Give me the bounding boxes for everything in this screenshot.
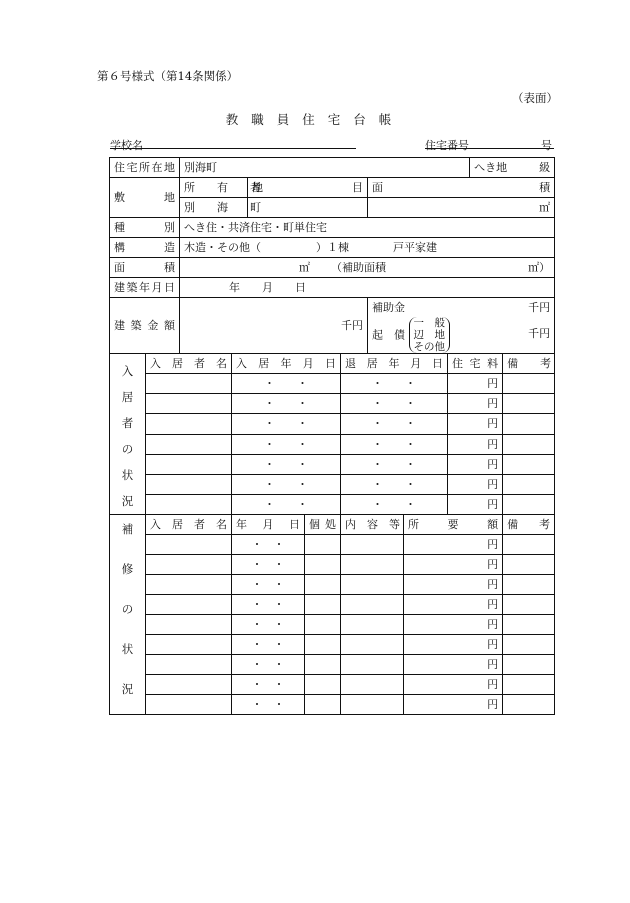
- remote-label: へき地: [474, 161, 508, 174]
- housing-ledger-table: [109, 157, 555, 715]
- residency-row: [110, 434, 555, 454]
- repair-cost: 円: [404, 635, 503, 655]
- repair-row: [110, 695, 555, 715]
- built-date-value: [180, 278, 555, 298]
- residency-header-row: [110, 354, 555, 374]
- bond-option-other: その他: [413, 341, 445, 353]
- residency-row: [110, 474, 555, 494]
- repair-row: [110, 535, 555, 555]
- residency-move-in-date: ・ ・: [232, 414, 341, 434]
- site-row-1: [110, 178, 555, 198]
- residency-side-char: 居: [121, 390, 134, 404]
- repair-row: [110, 615, 555, 635]
- residency-move-in-date: ・ ・: [232, 454, 341, 474]
- repair-header-location: 個 処: [305, 515, 341, 535]
- cost-row-1: [110, 298, 555, 318]
- chimoku-value: [248, 198, 368, 218]
- bond-unit: 千円: [528, 327, 551, 340]
- owner-label: 所 有 者: [180, 178, 248, 198]
- house-number-label: 住宅番号: [425, 139, 469, 152]
- residency-rent: 円: [448, 494, 503, 514]
- repair-side-char: 状: [121, 642, 134, 656]
- repair-row: [110, 655, 555, 675]
- repair-date: ・ ・: [232, 535, 305, 555]
- subsidy-cell: [368, 298, 555, 318]
- repair-side-char: 況: [121, 682, 134, 696]
- residency-move-in-date: ・ ・: [232, 434, 341, 454]
- location-value: 別海町: [180, 158, 470, 178]
- subsidy-label: 補助金: [372, 301, 405, 314]
- site-area-sqm: ㎡: [368, 198, 555, 218]
- repair-cost: 円: [404, 655, 503, 675]
- floor-area-sub-label: （補助面積: [331, 261, 386, 274]
- house-number-underline: [425, 148, 554, 149]
- residency-row: [110, 394, 555, 414]
- residency-side-char: 入: [121, 364, 134, 378]
- location-label: 住宅所在地: [110, 158, 180, 178]
- residency-rent: 円: [448, 474, 503, 494]
- repair-cost: 円: [404, 595, 503, 615]
- repair-header-cost: 所 要 額: [404, 515, 503, 535]
- repair-cost: 円: [404, 615, 503, 635]
- repair-header-content: 内 容 等: [341, 515, 404, 535]
- repair-side-label: [110, 515, 146, 715]
- repair-date: ・ ・: [232, 575, 305, 595]
- residency-rent: 円: [448, 454, 503, 474]
- residency-move-in-date: ・ ・: [232, 474, 341, 494]
- residency-move-in-date: ・ ・: [232, 394, 341, 414]
- residency-move-out-date: ・ ・: [341, 394, 448, 414]
- repair-side-char: 補: [121, 522, 134, 536]
- built-date-label: 建築年月日: [110, 278, 180, 298]
- bond-option-remote: 辺 地: [413, 329, 445, 341]
- repair-date: ・ ・: [232, 635, 305, 655]
- repair-row: [110, 595, 555, 615]
- bond-label: 起 債: [372, 328, 405, 342]
- residency-header-move-in: 入 居 年 月 日: [232, 354, 341, 374]
- residency-side-label: [110, 354, 146, 515]
- repair-cost: 円: [404, 575, 503, 595]
- floor-area-sub-sqm: ㎡）: [528, 261, 551, 274]
- structure-row: [110, 238, 555, 258]
- residency-header-remarks: 備 考: [503, 354, 555, 374]
- repair-side-char: 修: [121, 562, 134, 576]
- residency-header-move-out: 退 居 年 月 日: [341, 354, 448, 374]
- repair-header-remarks: 備 考: [503, 515, 555, 535]
- repair-cost: 円: [404, 535, 503, 555]
- repair-date: ・ ・: [232, 675, 305, 695]
- residency-rent: 円: [448, 374, 503, 394]
- repair-cost: 円: [404, 695, 503, 715]
- residency-side-char: の: [121, 442, 134, 456]
- site-label: 敷 地: [110, 178, 180, 218]
- residency-move-in-date: ・ ・: [232, 494, 341, 514]
- cost-label: 建 築 金 額: [110, 298, 180, 354]
- residency-row: [110, 374, 555, 394]
- structure-label: 構 造: [110, 238, 180, 258]
- type-row: [110, 218, 555, 238]
- residency-rent: 円: [448, 394, 503, 414]
- floor-area-sqm: ㎡: [299, 261, 310, 274]
- site-area-label: 面 積: [368, 178, 555, 198]
- residency-move-out-date: ・ ・: [341, 434, 448, 454]
- repair-date: ・ ・: [232, 655, 305, 675]
- repair-date: ・ ・: [232, 695, 305, 715]
- structure-value: 木造・その他（ ）１棟 戸平家建: [180, 238, 555, 258]
- location-row: [110, 158, 555, 178]
- residency-rent: 円: [448, 434, 503, 454]
- built-date-row: [110, 278, 555, 298]
- repair-header-name: 入 居 者 名: [146, 515, 232, 535]
- residency-side-char: 状: [121, 468, 134, 482]
- residency-move-out-date: ・ ・: [341, 454, 448, 474]
- residency-row: [110, 414, 555, 434]
- repair-side-char: の: [121, 602, 134, 616]
- side-label: （表面）: [512, 91, 558, 105]
- repair-row: [110, 575, 555, 595]
- owner-value: 別 海 町: [180, 198, 248, 218]
- residency-row: [110, 454, 555, 474]
- floor-area-label: 面 積: [110, 258, 180, 278]
- residency-move-in-date: ・ ・: [232, 374, 341, 394]
- type-label: 種 別: [110, 218, 180, 238]
- floor-area-row: [110, 258, 555, 278]
- type-value: へき住・共済住宅・町単住宅: [180, 218, 555, 238]
- cost-value: 千円: [180, 298, 368, 354]
- house-number-suffix: 号: [541, 139, 552, 152]
- repair-row: [110, 675, 555, 695]
- built-date-format: 年 月 日: [229, 281, 306, 294]
- bond-cell: [368, 317, 555, 354]
- repair-header-row: [110, 515, 555, 535]
- residency-rent: 円: [448, 414, 503, 434]
- bond-options: [409, 317, 451, 353]
- residency-side-char: 況: [121, 494, 134, 508]
- repair-row: [110, 555, 555, 575]
- school-name-label: 学校名: [110, 139, 143, 152]
- residency-move-out-date: ・ ・: [341, 494, 448, 514]
- remote-grade-cell: [470, 158, 555, 178]
- repair-cost: 円: [404, 555, 503, 575]
- residency-header-rent: 住 宅 料: [448, 354, 503, 374]
- school-name-underline: [110, 148, 356, 149]
- remote-suffix: 級: [539, 161, 551, 174]
- residency-row: [110, 494, 555, 514]
- residency-header-name: 入 居 者 名: [146, 354, 232, 374]
- repair-cost: 円: [404, 675, 503, 695]
- residency-move-out-date: ・ ・: [341, 414, 448, 434]
- repair-date: ・ ・: [232, 615, 305, 635]
- repair-row: [110, 635, 555, 655]
- repair-date: ・ ・: [232, 555, 305, 575]
- form-number-label: 第６号様式（第14条関係）: [97, 69, 239, 83]
- residency-side-char: 者: [121, 416, 134, 430]
- repair-header-date: 年 月 日: [232, 515, 305, 535]
- residency-move-out-date: ・ ・: [341, 374, 448, 394]
- residency-move-out-date: ・ ・: [341, 474, 448, 494]
- floor-area-value: [180, 258, 555, 278]
- repair-date: ・ ・: [232, 595, 305, 615]
- bond-option-general: 一 般: [413, 317, 445, 329]
- subsidy-unit: 千円: [528, 301, 551, 314]
- chimoku-label: 地 目: [248, 178, 368, 198]
- page-title: 教職員住宅台帳: [225, 112, 405, 127]
